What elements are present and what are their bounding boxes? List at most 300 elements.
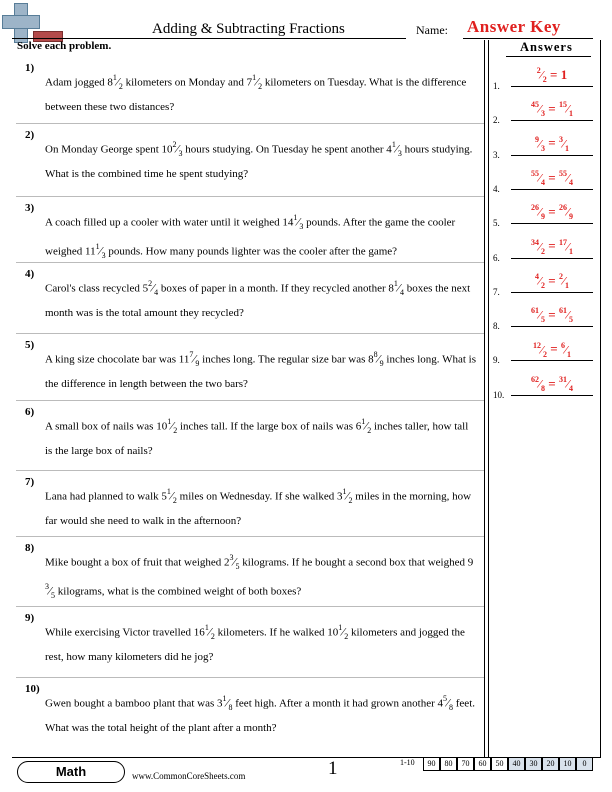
fraction-numerator: 3 — [45, 581, 49, 591]
fraction-slash: ⁄ — [566, 170, 569, 185]
fraction-slash: ⁄ — [116, 74, 119, 89]
problem-item — [17, 406, 479, 478]
problem-text-part: Mike bought a box of fruit that weighed 2 — [45, 556, 230, 569]
fraction-slash: ⁄ — [566, 205, 569, 219]
fraction-denominator: 9 — [568, 212, 573, 222]
fraction-slash: ⁄ — [541, 342, 544, 357]
problem-text-part: miles in the morning, how far would she need to walk in the afternoon? — [45, 490, 472, 527]
fraction-numerator: 1 — [393, 279, 398, 288]
fraction-numerator: 1 — [166, 487, 171, 496]
fraction-slash: ⁄ — [346, 488, 349, 503]
answer-number: 10. — [493, 389, 505, 400]
problem-number: 7) — [25, 476, 35, 488]
problem-text — [45, 412, 477, 462]
problem-text-part: On Monday George spent 10 — [45, 143, 173, 156]
fraction-slash: ⁄ — [566, 307, 569, 322]
fraction-slash: ⁄ — [256, 74, 259, 89]
fraction — [338, 618, 348, 647]
answer-fraction — [559, 204, 573, 221]
answer-line — [511, 292, 593, 293]
problem-divider — [16, 606, 484, 607]
answer-line — [511, 395, 593, 396]
answer-value — [511, 135, 593, 152]
fraction-numerator: 1 — [204, 623, 209, 632]
fraction-denominator: 4 — [568, 177, 573, 187]
answer-column-border — [600, 40, 601, 757]
problem-number: 8) — [25, 542, 35, 554]
fraction-numerator: 1 — [342, 487, 347, 496]
fraction-slash: ⁄ — [447, 695, 450, 710]
fraction-slash: ⁄ — [539, 273, 542, 288]
equals-sign: = — [547, 341, 561, 357]
problem-item — [17, 129, 479, 201]
fraction-slash: ⁄ — [49, 583, 52, 598]
problem-divider — [16, 196, 484, 197]
problem-item — [17, 476, 479, 548]
fraction-numerator: 9 — [535, 134, 540, 144]
problem-text-part: hours studying. What is the combined time he spent studying? — [45, 143, 473, 180]
problem-text-part: 4 — [437, 697, 443, 710]
fraction-slash: ⁄ — [397, 280, 400, 295]
answers-heading-rule — [506, 56, 591, 57]
fraction-denominator: 3 — [541, 109, 546, 119]
problem-text — [45, 135, 477, 185]
fraction-denominator: 2 — [542, 75, 547, 84]
problem-text-part: kilometers and jogged the rest, how many kilometers did he jog? — [45, 626, 465, 663]
answer-line — [511, 86, 593, 87]
equals-sign: = — [545, 204, 559, 219]
fraction — [230, 548, 240, 577]
problem-number: 3) — [25, 202, 35, 214]
problem-number: 6) — [25, 406, 35, 418]
problem-text-part: inches tall. If the large box of nails was 6 — [177, 420, 362, 433]
answer-fraction — [533, 342, 547, 359]
problem-number: 2) — [25, 129, 35, 141]
fraction-denominator: 2 — [348, 495, 353, 505]
fraction-numerator: 34 — [531, 237, 540, 247]
fraction-denominator: 1 — [568, 109, 573, 119]
score-box: 50 — [491, 757, 508, 771]
fraction-numerator: 4 — [535, 271, 540, 281]
fraction-slash: ⁄ — [342, 624, 345, 639]
problem-number: 9) — [25, 612, 35, 624]
page-title: Adding & Subtracting Fractions — [152, 21, 345, 37]
answer-number: 6. — [493, 252, 500, 263]
answer-value — [511, 204, 593, 221]
instructions: Solve each problem. — [17, 40, 112, 52]
fraction-denominator: 5 — [568, 315, 573, 325]
answer-value — [511, 307, 593, 324]
fraction-numerator: 1 — [95, 241, 100, 251]
fraction-numerator: 26 — [558, 203, 567, 213]
fraction-denominator: 9 — [195, 358, 200, 368]
fraction-slash: ⁄ — [566, 376, 569, 391]
problem-text-part: kilograms, what is the combined weight of both boxes? — [55, 585, 302, 598]
fraction-slash: ⁄ — [99, 243, 102, 258]
fraction-numerator: 55 — [531, 169, 540, 179]
fraction-slash: ⁄ — [562, 136, 565, 151]
answer-number: 8. — [493, 321, 500, 332]
fraction — [443, 689, 453, 718]
problem-text-part: pounds. After the game the cooler weighed 11 — [45, 216, 456, 258]
fraction — [45, 577, 55, 606]
fraction-slash: ⁄ — [539, 307, 542, 322]
fraction-slash: ⁄ — [539, 376, 542, 391]
fraction-denominator: 2 — [258, 81, 263, 91]
answer-line — [511, 258, 593, 259]
answer-value — [511, 101, 593, 118]
fraction — [167, 482, 177, 511]
answer-fraction — [531, 307, 545, 324]
equals-sign: = — [545, 238, 559, 254]
problem-divider — [16, 123, 484, 124]
fraction-slash: ⁄ — [208, 624, 211, 639]
fraction-denominator: 2 — [210, 631, 215, 641]
fraction — [374, 345, 384, 374]
problem-text-part: A small box of nails was 10 — [45, 420, 168, 433]
problem-text — [45, 689, 477, 739]
score-box: 30 — [525, 757, 542, 771]
fraction-numerator: 1 — [293, 213, 298, 222]
fraction-numerator: 1 — [222, 694, 227, 703]
fraction-numerator: 1 — [361, 417, 366, 426]
fraction-slash: ⁄ — [540, 67, 543, 82]
fraction-denominator: 8 — [228, 702, 233, 712]
fraction-denominator: 2 — [118, 81, 123, 91]
answer-fraction — [559, 239, 573, 256]
answer-row — [493, 372, 598, 402]
equals-sign: = — [545, 135, 559, 151]
answer-fraction — [559, 307, 573, 324]
answer-line — [511, 326, 593, 327]
fraction-slash: ⁄ — [152, 280, 155, 295]
fraction — [293, 208, 303, 237]
answer-line — [511, 360, 593, 361]
fraction-numerator: 7 — [189, 350, 194, 359]
name-line — [463, 38, 593, 39]
fraction-numerator: 3 — [229, 553, 234, 562]
problem-text-part: While exercising Victor travelled 16 — [45, 626, 205, 639]
fraction-numerator: 5 — [443, 694, 447, 703]
fraction-slash: ⁄ — [566, 239, 569, 254]
fraction-numerator: 31 — [558, 374, 567, 384]
problem-text-part: inches long. The regular size bar was 8 — [199, 353, 374, 366]
fraction-numerator: 26 — [531, 203, 540, 213]
fraction-denominator: 1 — [566, 349, 571, 359]
problem-text-part: kilometers on Monday and 7 — [122, 76, 253, 89]
answer-row — [493, 200, 598, 230]
answer-number: 5. — [493, 218, 500, 229]
fraction — [392, 135, 402, 164]
fraction-numerator: 6 — [560, 340, 565, 350]
problem-text-part: A coach filled up a cooler with water until it weighed 14 — [45, 216, 294, 229]
problem-item — [17, 683, 479, 755]
answer-fraction — [561, 342, 571, 359]
answer-fraction — [531, 204, 545, 221]
problem-text — [45, 274, 477, 324]
fraction — [189, 345, 199, 374]
fraction-numerator: 2 — [558, 271, 563, 281]
answer-number: 4. — [493, 183, 500, 194]
answer-value — [511, 376, 593, 393]
header-rule — [12, 38, 406, 39]
problem-text-part: A king size chocolate bar was 11 — [45, 353, 190, 366]
fraction-slash: ⁄ — [193, 351, 196, 366]
problem-text — [45, 482, 477, 532]
fraction-denominator: 1 — [564, 143, 569, 153]
answer-row — [493, 132, 598, 162]
fraction-slash: ⁄ — [297, 214, 300, 229]
problem-text-part: Gwen bought a bamboo plant that was 3 — [45, 697, 223, 710]
problem-text — [45, 345, 477, 395]
score-box: 0 — [576, 757, 593, 771]
answer-fraction — [559, 101, 573, 118]
problem-item — [17, 268, 479, 340]
answer-line — [511, 189, 593, 190]
answer-value — [511, 341, 593, 358]
problem-number: 4) — [25, 268, 35, 280]
fraction-denominator: 5 — [541, 315, 546, 325]
answer-row — [493, 97, 598, 127]
fraction — [167, 412, 177, 441]
fraction-denominator: 2 — [367, 425, 372, 435]
fraction-denominator: 2 — [172, 495, 177, 505]
fraction-denominator: 9 — [541, 212, 546, 222]
fraction-denominator: 2 — [541, 280, 546, 290]
answer-fraction — [531, 239, 545, 256]
problem-divider — [16, 400, 484, 401]
problem-divider — [16, 536, 484, 537]
fraction-denominator: 5 — [235, 561, 240, 571]
fraction-numerator: 2 — [536, 66, 541, 76]
fraction-slash: ⁄ — [377, 351, 380, 366]
fraction — [252, 68, 262, 97]
fraction-denominator: 8 — [449, 702, 454, 712]
problem-text-part: Carol's class recycled 5 — [45, 282, 149, 295]
score-box: 40 — [508, 757, 525, 771]
answer-fraction — [559, 376, 573, 393]
problem-text — [45, 68, 477, 118]
fraction-numerator: 45 — [531, 100, 540, 110]
fraction-denominator: 2 — [541, 246, 546, 256]
problem-text-part: boxes of paper in a month. If they recycled another 8 — [158, 282, 394, 295]
fraction-slash: ⁄ — [176, 141, 179, 156]
problem-text-part: kilograms. If he bought a second box that weighed 9 — [239, 556, 474, 569]
fraction-slash: ⁄ — [226, 695, 229, 710]
fraction-denominator: 3 — [178, 148, 183, 158]
problem-text-part: boxes the next month was is the total amount they recycled? — [45, 282, 471, 319]
fraction — [173, 135, 183, 164]
answer-number: 7. — [493, 286, 500, 297]
answer-value — [511, 273, 593, 290]
fraction-slash: ⁄ — [566, 102, 569, 117]
score-box: 10 — [559, 757, 576, 771]
problem-item — [17, 202, 479, 274]
fraction — [343, 482, 353, 511]
fraction-slash: ⁄ — [539, 170, 542, 185]
answer-fraction — [531, 101, 545, 118]
problem-divider — [16, 470, 484, 471]
fraction-denominator: 5 — [51, 590, 56, 600]
equals-sign: = — [545, 169, 559, 185]
problem-number: 5) — [25, 339, 35, 351]
page-number: 1 — [328, 758, 338, 779]
fraction-numerator: 15 — [558, 100, 567, 110]
answer-number: 2. — [493, 115, 500, 126]
answer-number: 9. — [493, 355, 500, 366]
score-box: 90 — [423, 757, 440, 771]
fraction — [148, 274, 158, 303]
math-badge: Math — [17, 761, 125, 783]
answer-number: 3. — [493, 149, 500, 160]
fraction-numerator: 17 — [558, 237, 567, 247]
fraction-denominator: 4 — [399, 287, 404, 297]
fraction-slash: ⁄ — [395, 141, 398, 156]
fraction-slash: ⁄ — [539, 239, 542, 254]
answer-line — [511, 155, 593, 156]
fraction-denominator: 4 — [154, 287, 159, 297]
answers-heading: Answers — [520, 40, 573, 54]
answer-row — [493, 269, 598, 299]
answer-number: 1. — [493, 81, 500, 91]
score-box: 80 — [440, 757, 457, 771]
answer-value — [511, 238, 593, 255]
problem-item — [17, 542, 479, 614]
fraction-numerator: 2 — [172, 140, 177, 149]
fraction-slash: ⁄ — [539, 102, 542, 117]
fraction — [205, 618, 215, 647]
fraction-numerator: 62 — [531, 374, 540, 384]
problem-number: 1) — [25, 62, 35, 74]
fraction-slash: ⁄ — [365, 418, 368, 433]
fraction — [113, 68, 123, 97]
fraction-denominator: 4 — [541, 177, 546, 187]
fraction-denominator: 2 — [543, 349, 548, 359]
fraction-denominator: 3 — [101, 250, 106, 260]
problem-text-part: Lana had planned to walk 5 — [45, 490, 167, 503]
answer-fraction — [531, 376, 545, 393]
fraction-slash: ⁄ — [233, 554, 236, 569]
equals-sign: = — [545, 101, 559, 117]
site-url: www.CommonCoreSheets.com — [132, 771, 246, 781]
problem-text-part: pounds. How many pounds lighter was the cooler after the game? — [105, 245, 398, 258]
answer-fraction — [535, 273, 545, 290]
fraction — [361, 412, 371, 441]
fraction-slash: ⁄ — [171, 418, 174, 433]
answer-column-border — [488, 40, 489, 757]
problem-text-part: inches taller, how tall is the large box of nails? — [45, 420, 469, 457]
score-box: 60 — [474, 757, 491, 771]
answer-fraction — [559, 170, 573, 187]
fraction-numerator: 8 — [373, 350, 378, 359]
answer-row — [493, 166, 598, 196]
fraction-numerator: 61 — [531, 306, 540, 316]
problem-text-part: inches long. What is the difference in length between the two bars? — [45, 353, 477, 390]
problem-text-part: kilometers. If he walked 10 — [214, 626, 339, 639]
name-label: Name: — [416, 23, 448, 37]
score-box: 70 — [457, 757, 474, 771]
answer-fraction — [559, 136, 569, 153]
fraction — [223, 689, 233, 718]
problem-text-part: kilometers on Tuesday. What is the difference between these two distances? — [45, 76, 467, 113]
answer-fraction — [537, 67, 547, 84]
problem-text — [45, 208, 477, 266]
fraction-slash: ⁄ — [170, 488, 173, 503]
fraction-denominator: 3 — [541, 143, 546, 153]
fraction-slash: ⁄ — [562, 273, 565, 288]
equals-sign: = — [545, 375, 559, 391]
fraction-numerator: 3 — [558, 134, 563, 144]
fraction-numerator: 1 — [338, 623, 343, 632]
fraction — [394, 274, 404, 303]
problem-text-part: miles on Wednesday. If she walked 3 — [176, 490, 343, 503]
problem-divider — [16, 333, 484, 334]
score-range-label: 1-10 — [400, 758, 415, 767]
fraction-denominator: 2 — [173, 425, 178, 435]
answer-value — [511, 67, 593, 84]
fraction-numerator: 2 — [148, 279, 153, 288]
answer-key-title: Answer Key — [467, 17, 561, 36]
fraction-denominator: 8 — [541, 383, 546, 393]
fraction-numerator: 55 — [558, 169, 567, 179]
score-box: 20 — [542, 757, 559, 771]
problem-item — [17, 612, 479, 684]
problem-number: 10) — [25, 683, 40, 695]
fraction-denominator: 1 — [568, 246, 573, 256]
answer-fraction — [559, 273, 569, 290]
fraction-denominator: 3 — [397, 148, 402, 158]
fraction-slash: ⁄ — [539, 136, 542, 151]
fraction-slash: ⁄ — [539, 205, 542, 219]
fraction-numerator: 1 — [391, 140, 396, 149]
fraction-numerator: 1 — [112, 73, 117, 82]
problem-divider — [16, 262, 484, 263]
answer-fraction — [535, 136, 545, 153]
fraction-slash: ⁄ — [564, 342, 567, 357]
answer-row — [493, 303, 598, 333]
problem-text-part: hours studying. On Tuesday he spent another 4 — [182, 143, 392, 156]
logo — [0, 0, 64, 42]
problem-divider — [16, 677, 484, 678]
answer-value — [511, 170, 593, 187]
fraction-denominator: 1 — [564, 280, 569, 290]
problem-text — [45, 618, 477, 668]
answer-line — [511, 120, 593, 121]
problem-text-part: Adam jogged 8 — [45, 76, 113, 89]
answer-whole: 1 — [560, 66, 568, 82]
equals-sign: = — [545, 306, 559, 322]
answer-row — [493, 337, 598, 367]
fraction-denominator: 3 — [299, 221, 304, 231]
fraction-denominator: 4 — [568, 383, 573, 393]
answer-row — [493, 63, 598, 93]
fraction-numerator: 12 — [533, 340, 542, 350]
problem-text-part: feet high. After a month it had grown another — [232, 697, 438, 710]
problem-text — [45, 548, 477, 606]
problem-text-part: feet. What was the total height of the plant after a month? — [45, 697, 475, 734]
fraction-denominator: 2 — [344, 631, 349, 641]
equals-sign: = — [546, 66, 561, 82]
fraction-numerator: 61 — [558, 306, 567, 316]
answer-fraction — [531, 170, 545, 187]
answer-row — [493, 235, 598, 265]
fraction-denominator: 9 — [379, 358, 384, 368]
equals-sign: = — [545, 272, 559, 288]
answer-line — [511, 223, 593, 224]
fraction-numerator: 1 — [252, 73, 257, 82]
answer-column-border — [484, 40, 485, 757]
fraction-numerator: 1 — [167, 417, 172, 426]
